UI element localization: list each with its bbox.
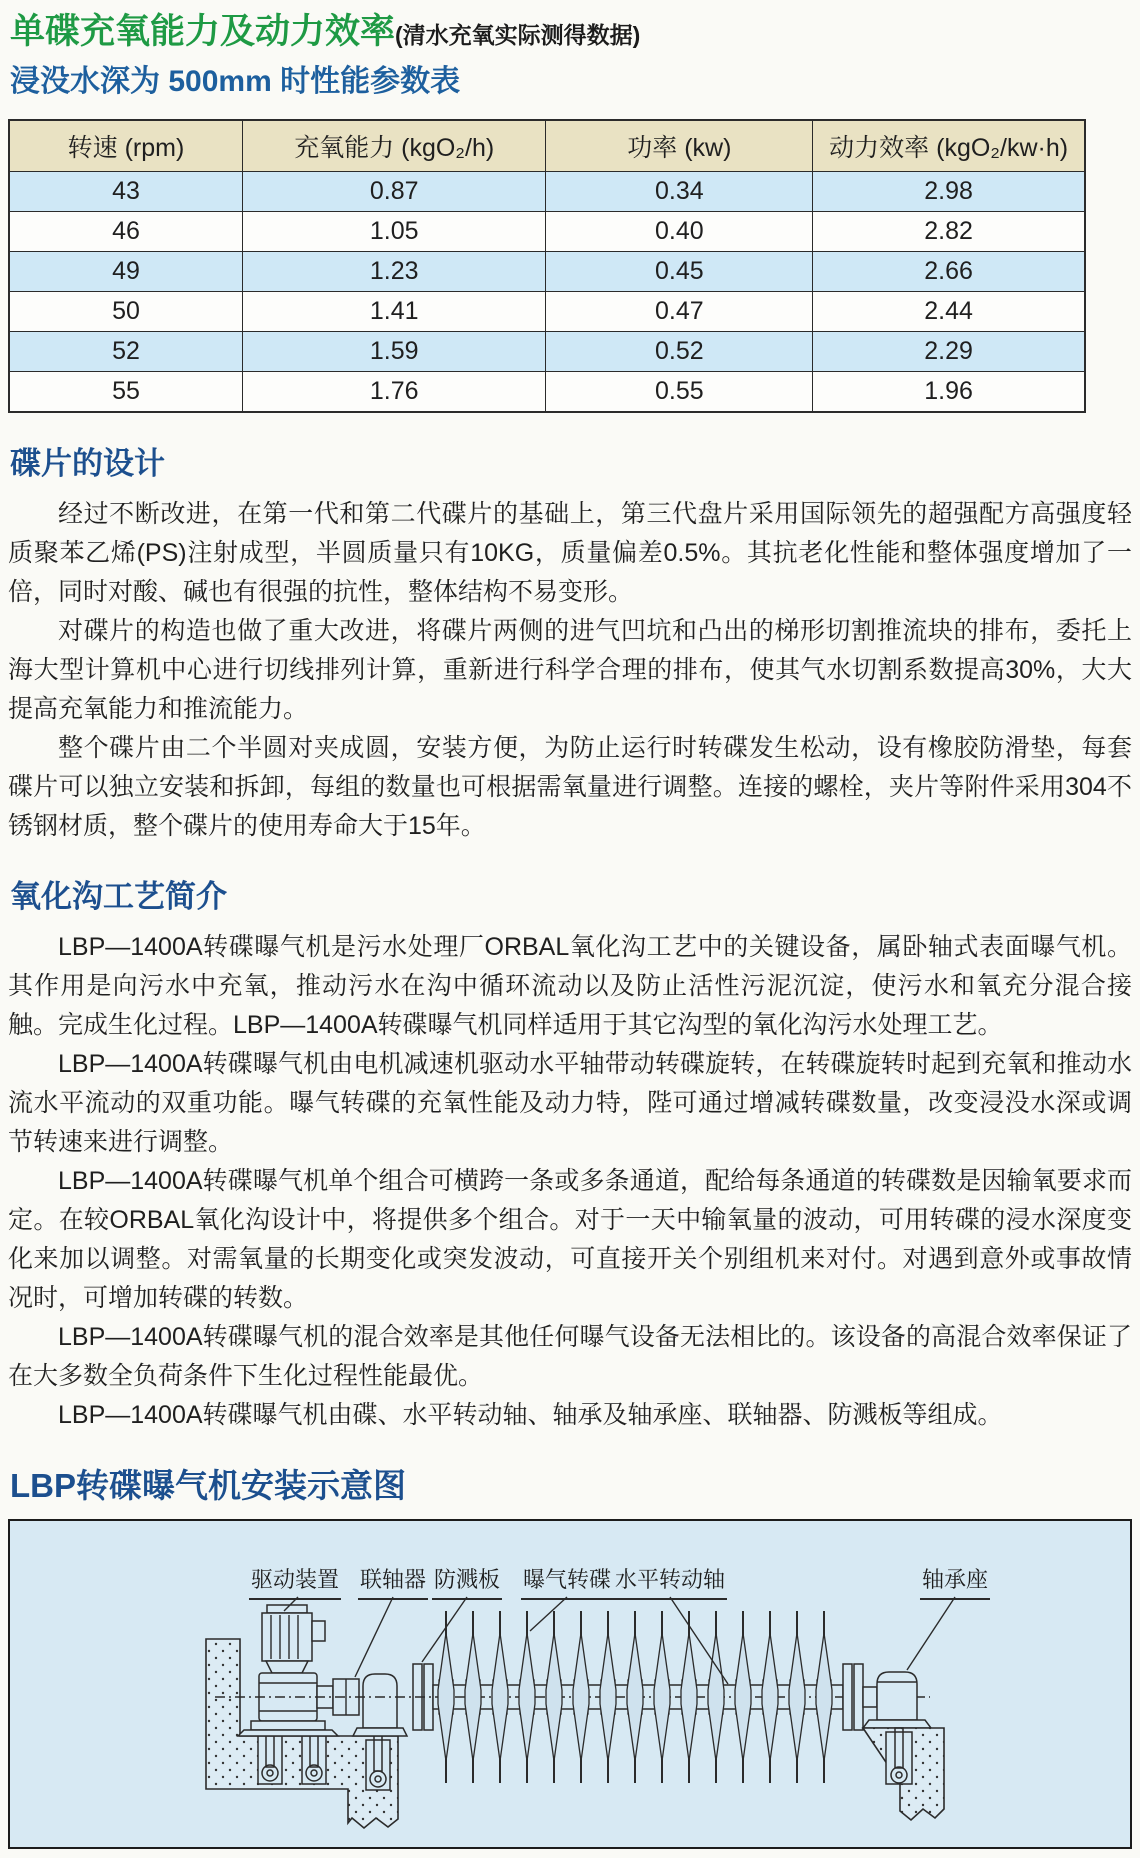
table-row: [9, 332, 1085, 372]
installation-diagram: [8, 1519, 1132, 1849]
table-cell: 2.44: [813, 292, 1085, 332]
table-row: [9, 172, 1085, 212]
paragraph: 经过不断改进，在第一代和第二代碟片的基础上，第三代盘片采用国际领先的超强配方高强度轻质聚苯乙烯(PS)注射成型，半圆质量只有10KG，质量偏差0.5%。其抗老化性能和整体强度增加了一倍，同时对酸、碱也有很强的抗性，整体结构不易变形。: [8, 500, 1132, 606]
paragraph: LBP—1400A转碟曝气机是污水处理厂ORBAL氧化沟工艺中的关键设备，属卧轴式表面曝气机。其作用是向污水中充氧，推动污水在沟中循环流动以及防止活性污泥沉淀，使污水和氧充分混合接触。完成生化过程。LBP—1400A转碟曝气机同样适用于其它沟型的氧化沟污水处理工艺。: [8, 933, 1132, 1039]
section-heading: 氧化沟工艺简介: [10, 879, 227, 914]
paragraph: LBP—1400A转碟曝气机的混合效率是其他任何曝气设备无法相比的。该设备的高混合效率保证了在大多数全负荷条件下生化过程性能最优。: [8, 1323, 1132, 1390]
table-cell: 1.41: [242, 292, 545, 332]
table-cell: 1.05: [242, 212, 545, 252]
page-title-note: (清水充氧实际测得数据): [395, 22, 641, 48]
drive-unit-drawing: [238, 1605, 338, 1736]
section-disc-design: [8, 445, 1132, 846]
diagram-label: 轴承座: [920, 1563, 990, 1600]
table-cell: 49: [9, 252, 242, 292]
table-cell: 0.52: [546, 332, 813, 372]
table-cell: 43: [9, 172, 242, 212]
section-body: [8, 928, 1132, 1435]
diagram-label: 曝气转碟: [521, 1563, 613, 1600]
paragraph: LBP—1400A转碟曝气机由电机减速机驱动水平轴带动转碟旋转，在转碟旋转时起到充氧和推动水流水平流动的双重功能。曝气转碟的充氧性能及动力特，陛可通过增减转碟数量，改变浸没水深或调节转速来进行调整。: [8, 1050, 1132, 1156]
table-cell: 0.45: [546, 252, 813, 292]
paragraph: 对碟片的构造也做了重大改进，将碟片两侧的进气凹坑和凸出的梯形切割推流块的排布，委托上海大型计算机中心进行切线排列计算，重新进行科学合理的排布，使其气水切割系数提高30%，大大提高充氧能力和推流能力。: [8, 617, 1132, 723]
diagram-label: 驱动装置: [249, 1563, 341, 1600]
coupling-drawing: [317, 1674, 407, 1736]
paragraph: 整个碟片由二个半圆对夹成圆，安装方便，为防止运行时转碟发生松动，设有橡胶防滑垫，每套碟片可以独立安装和拆卸，每组的数量也可根据需氧量进行调整。连接的螺栓，夹片等附件采用304不锈钢材质，整个碟片的使用寿命大于15年。: [8, 734, 1132, 840]
page-subtitle: 浸没水深为 500mm 时性能参数表: [10, 65, 461, 98]
table-cell: 2.82: [813, 212, 1085, 252]
table-header-cell: 充氧能力 (kgO₂/h): [242, 120, 545, 172]
paragraph: LBP—1400A转碟曝气机由碟、水平转动轴、轴承及轴承座、联轴器、防溅板等组成。: [58, 1401, 1003, 1429]
table-cell: 1.76: [242, 372, 545, 413]
table-cell: 52: [9, 332, 242, 372]
table-row: [9, 292, 1085, 332]
diagram-heading: LBP转碟曝气机安装示意图: [10, 1467, 406, 1504]
page-title: [10, 10, 1132, 57]
table-cell: 46: [9, 212, 242, 252]
diagram-label: 联轴器: [358, 1563, 428, 1600]
performance-table: [8, 119, 1086, 413]
table-header-cell: 转速 (rpm): [9, 120, 242, 172]
table-cell: 0.87: [242, 172, 545, 212]
table-row: [9, 252, 1085, 292]
section-oxidation-ditch-intro: [8, 878, 1132, 1435]
table-cell: 50: [9, 292, 242, 332]
table-cell: 2.66: [813, 252, 1085, 292]
table-cell: 1.96: [813, 372, 1085, 413]
table-header-cell: 动力效率 (kgO₂/kw·h): [813, 120, 1085, 172]
table-cell: 0.34: [546, 172, 813, 212]
table-cell: 1.23: [242, 252, 545, 292]
table-cell: 0.40: [546, 212, 813, 252]
aeration-discs-drawing: [438, 1611, 832, 1783]
paragraph: LBP—1400A转碟曝气机单个组合可横跨一条或多条通道，配给每条通道的转碟数是因输氧要求而定。在较ORBAL氧化沟设计中，将提供多个组合。对于一天中输氧量的波动，可用转碟的浸水深度变化来加以调整。对需氧量的长期变化或突发波动，可直接开关个别组机来对付。对遇到意外或事故情况时，可增加转碟的转数。: [8, 1167, 1132, 1312]
diagram-label: 防溅板: [432, 1563, 502, 1600]
table-row: [9, 372, 1085, 413]
table-cell: 55: [9, 372, 242, 413]
diagram-label: 水平转动轴: [613, 1563, 727, 1600]
table-cell: 0.55: [546, 372, 813, 413]
table-cell: 1.59: [242, 332, 545, 372]
table-cell: 2.29: [813, 332, 1085, 372]
table-header-row: [9, 120, 1085, 172]
section-body: [8, 495, 1132, 846]
table-cell: 2.98: [813, 172, 1085, 212]
section-heading: 碟片的设计: [10, 446, 165, 481]
table-header-cell: 功率 (kw): [546, 120, 813, 172]
page-title-text: 单碟充氧能力及动力效率: [10, 12, 396, 51]
table-cell: 0.47: [546, 292, 813, 332]
table-row: [9, 212, 1085, 252]
concrete-pedestal-drawing: [863, 1728, 944, 1820]
